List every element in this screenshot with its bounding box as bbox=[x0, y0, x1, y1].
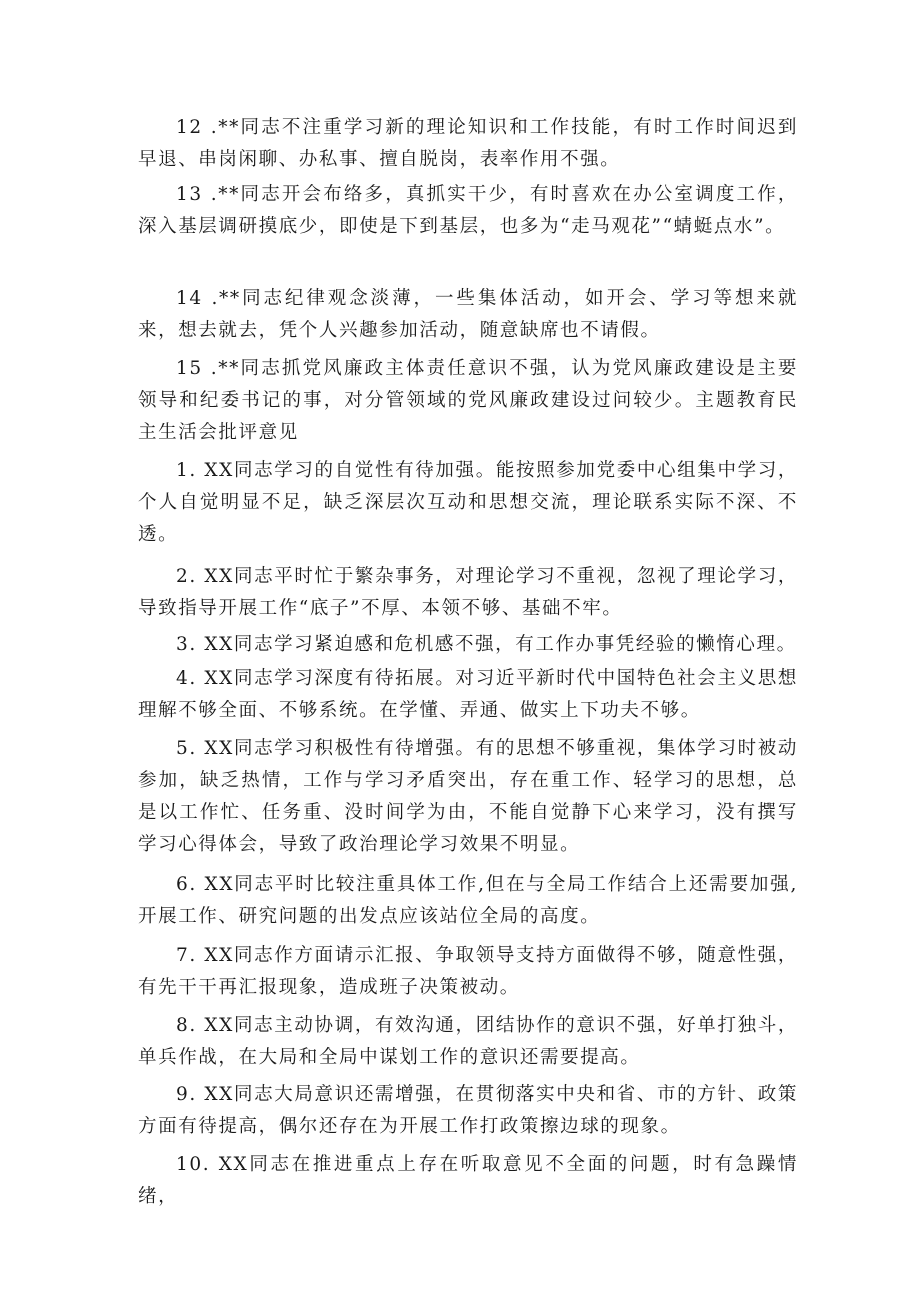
paragraph-5: 5. XX同志学习积极性有待增强。有的思想不够重视，集体学习时被动参加，缺乏热情，工作与学习矛盾突出，存在重工作、轻学习的思想，总是以工作忙、任务重、没时间学为由，不能自觉静下心来学习，没有撰写学习心得体会，导致了政治理论学习效果不明显。 bbox=[138, 738, 798, 855]
paragraph-14: 14 .**同志纪律观念淡薄，一些集体活动，如开会、学习等想来就来，想去就去，凭个人兴趣参加活动，随意缺席也不请假。 bbox=[138, 288, 798, 341]
paragraph-2: 2. XX同志平时忙于繁杂事务，对理论学习不重视，忽视了理论学习，导致指导开展工作“底子”不厚、本领不够、基础不牢。 bbox=[138, 566, 798, 619]
paragraph-13: 13 .**同志开会布络多，真抓实干少，有时喜欢在办公室调度工作，深入基层调研摸底少，即使是下到基层，也多为“走马观花”“蜻蜓点水”。 bbox=[138, 184, 798, 237]
paragraph-9: 9. XX同志大局意识还需增强，在贯彻落实中央和省、市的方针、政策方面有待提高，偶尔还存在为开展工作打政策擦边球的现象。 bbox=[138, 1084, 798, 1137]
paragraph-1: 1. XX同志学习的自觉性有待加强。能按照参加党委中心组集中学习，个人自觉明显不足，缺乏深层次互动和思想交流，理论联系实际不深、不透。 bbox=[138, 460, 798, 545]
paragraph-8: 8. XX同志主动协调，有效沟通，团结协作的意识不强，好单打独斗，单兵作战，在大局和全局中谋划工作的意识还需要提高。 bbox=[138, 1015, 798, 1068]
paragraph-15: 15 .**同志抓党风廉政主体责任意识不强，认为党风廉政建设是主要领导和纪委书记的事，对分管领域的党风廉政建设过问较少。主题教育民主生活会批评意见 bbox=[138, 358, 798, 443]
paragraph-12: 12 .**同志不注重学习新的理论知识和工作技能，有时工作时间迟到早退、串岗闲聊、办私事、擅自脱岗，表率作用不强。 bbox=[138, 117, 798, 170]
paragraph-3: 3. XX同志学习紧迫感和危机感不强，有工作办事凭经验的懒惰心理。 bbox=[176, 634, 797, 655]
paragraph-4: 4. XX同志学习深度有待拓展。对习近平新时代中国特色社会主义思想理解不够全面、不够系统。在学懂、弄通、做实上下功夫不够。 bbox=[138, 668, 798, 721]
paragraph-7: 7. XX同志作方面请示汇报、争取领导支持方面做得不够，随意性强，有先干干再汇报现象，造成班子决策被动。 bbox=[138, 945, 798, 998]
paragraph-6: 6. XX同志平时比较注重具体工作,但在与全局工作结合上还需要加强,开展工作、研究问题的出发点应该站位全局的高度。 bbox=[138, 874, 798, 927]
paragraph-10: 10. XX同志在推进重点上存在听取意见不全面的问题，时有急躁情绪， bbox=[138, 1154, 798, 1207]
